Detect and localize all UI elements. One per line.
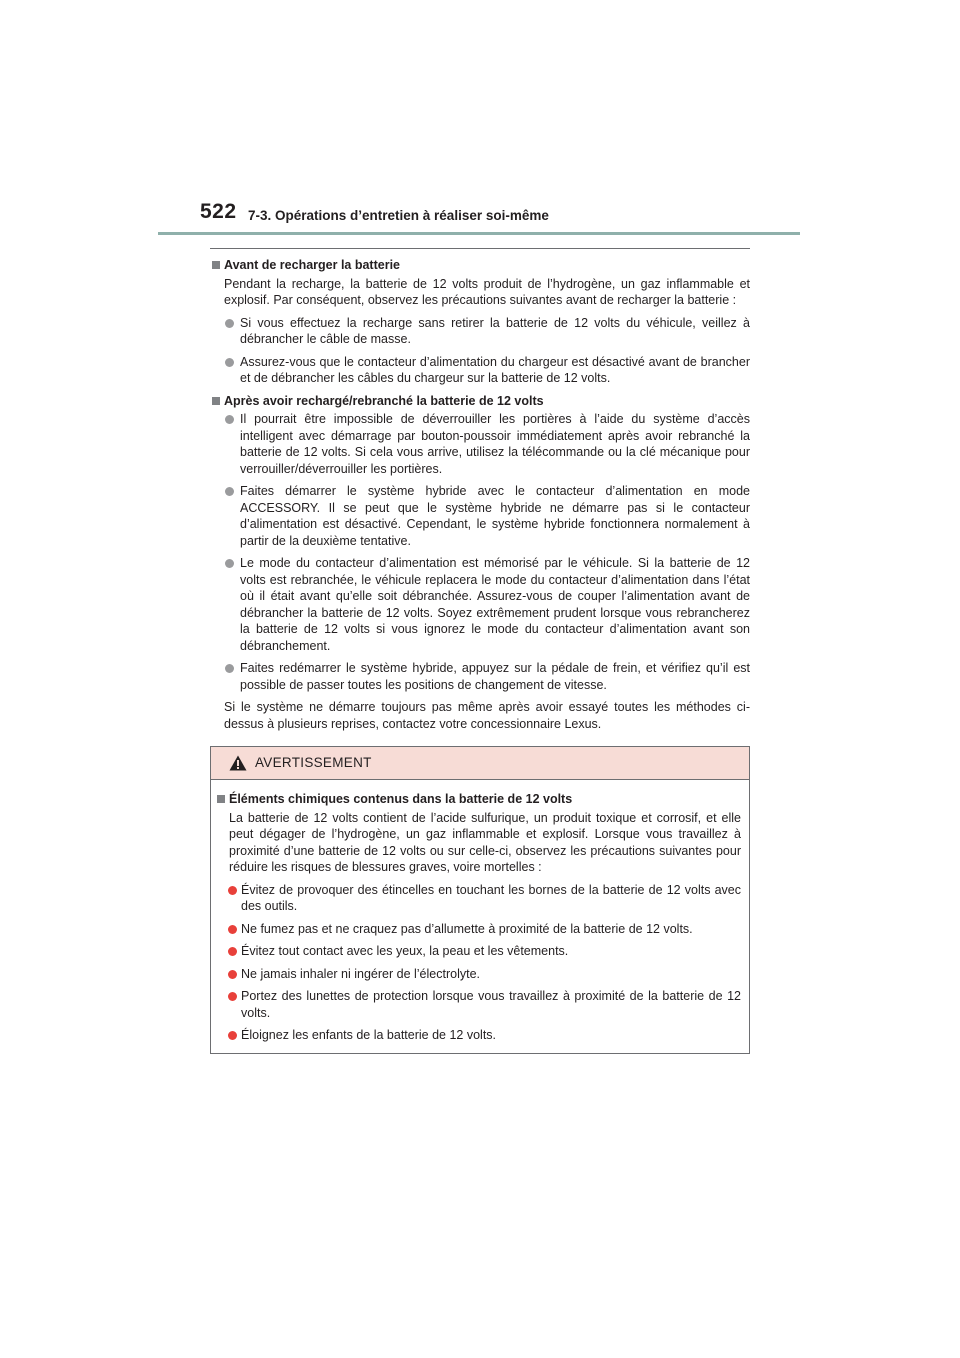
paragraph: Pendant la recharge, la batterie de 12 volts produit de l’hydrogène, un gaz inflammable et explosif. Par conséquent, observez les précautions suivantes avant de recharger la batterie : [224, 276, 750, 307]
paragraph: La batterie de 12 volts contient de l’acide sulfurique, un produit toxique et corrosif, et elle peut dégager de l’hydrogène, un gaz inflammable et explosif. Lorsque vous travaillez à proximité d’une batterie de 12 volts ou sur celle-ci, observez les précautions suivantes pour réduire les risques de blessures graves, voire mortelles : [229, 810, 741, 874]
circle-bullet-icon [225, 664, 234, 673]
circle-bullet-icon [228, 992, 237, 1001]
circle-bullet-icon [228, 970, 237, 979]
content-rule [210, 248, 750, 249]
section-heading-before-charging: Avant de recharger la batterie [210, 257, 750, 274]
circle-bullet-icon [225, 559, 234, 568]
square-bullet-icon [212, 397, 220, 405]
circle-bullet-icon [228, 1031, 237, 1040]
circle-bullet-icon [228, 947, 237, 956]
list-item: Portez des lunettes de protection lorsque vous travaillez à proximité de la batterie de 12 volts. [211, 988, 747, 1021]
list-item: Assurez-vous que le contacteur d’alimentation du chargeur est désactivé avant de brancher et de débrancher les câbles du chargeur sur la batterie de 12 volts. [210, 354, 750, 387]
circle-bullet-icon [225, 358, 234, 367]
warning-heading: Éléments chimiques contenus dans la batterie de 12 volts [211, 791, 747, 808]
page-number: 522 [200, 200, 237, 223]
main-content [210, 257, 750, 738]
warning-content [211, 791, 747, 1050]
list-item: Faites redémarrer le système hybride, appuyez sur la pédale de frein, et vérifiez qu’il est possible de passer toutes les positions de changement de vitesse. [210, 660, 750, 693]
circle-bullet-icon [228, 886, 237, 895]
warning-box [210, 746, 750, 1054]
list-item: Éloignez les enfants de la batterie de 12 volts. [211, 1027, 747, 1044]
list-item: Faites démarrer le système hybride avec le contacteur d’alimentation en mode ACCESSORY. Il se peut que le système hybride ne démarre pas si le contacteur d’alimentation est désactivé. Cependant, le système hybride fonctionnera normalement à partir de la deuxième tentative. [210, 483, 750, 549]
square-bullet-icon [212, 261, 220, 269]
section-heading-after-charging: Après avoir rechargé/rebranché la batterie de 12 volts [210, 393, 750, 410]
warning-triangle-icon [229, 755, 247, 771]
list-item: Il pourrait être impossible de déverrouiller les portières à l’aide du système d’accès intelligent avec démarrage par bouton-poussoir immédiatement après avoir rebranché la batterie de 12 volts. Si cela vous arrive, utilisez la télécommande ou la clé mécanique pour verrouiller/déverrouiller les portières. [210, 411, 750, 477]
circle-bullet-icon [225, 319, 234, 328]
circle-bullet-icon [225, 487, 234, 496]
circle-bullet-icon [228, 925, 237, 934]
list-item: Évitez tout contact avec les yeux, la peau et les vêtements. [211, 943, 747, 960]
square-bullet-icon [217, 795, 225, 803]
list-item: Ne jamais inhaler ni ingérer de l’électrolyte. [211, 966, 747, 983]
circle-bullet-icon [225, 415, 234, 424]
warning-header [211, 747, 749, 780]
paragraph: Si le système ne démarre toujours pas même après avoir essayé toutes les méthodes ci-dessus à plusieurs reprises, contactez votre concessionnaire Lexus. [224, 700, 750, 731]
warning-title: AVERTISSEMENT [255, 755, 372, 770]
list-item: Évitez de provoquer des étincelles en touchant les bornes de la batterie de 12 volts avec des outils. [211, 882, 747, 915]
header-rule [158, 232, 800, 235]
list-item: Le mode du contacteur d’alimentation est mémorisé par le véhicule. Si la batterie de 12 volts est rebranchée, le véhicule replacera le mode du contacteur d’alimentation dans l’état où il était avant qu’elle soit débranchée. Assurez-vous de couper l’alimentation avant de débrancher la batterie de 12 volts. Soyez extrêmement prudent lorsque vous rebrancherez la batterie de 12 volts si vous ignorez le mode du contacteur d’alimentation avant son débranchement. [210, 555, 750, 654]
section-title: 7-3. Opérations d’entretien à réaliser soi-même [248, 208, 549, 223]
list-item: Si vous effectuez la recharge sans retirer la batterie de 12 volts du véhicule, veillez à débrancher le câble de masse. [210, 315, 750, 348]
list-item: Ne fumez pas et ne craquez pas d’allumette à proximité de la batterie de 12 volts. [211, 921, 747, 938]
